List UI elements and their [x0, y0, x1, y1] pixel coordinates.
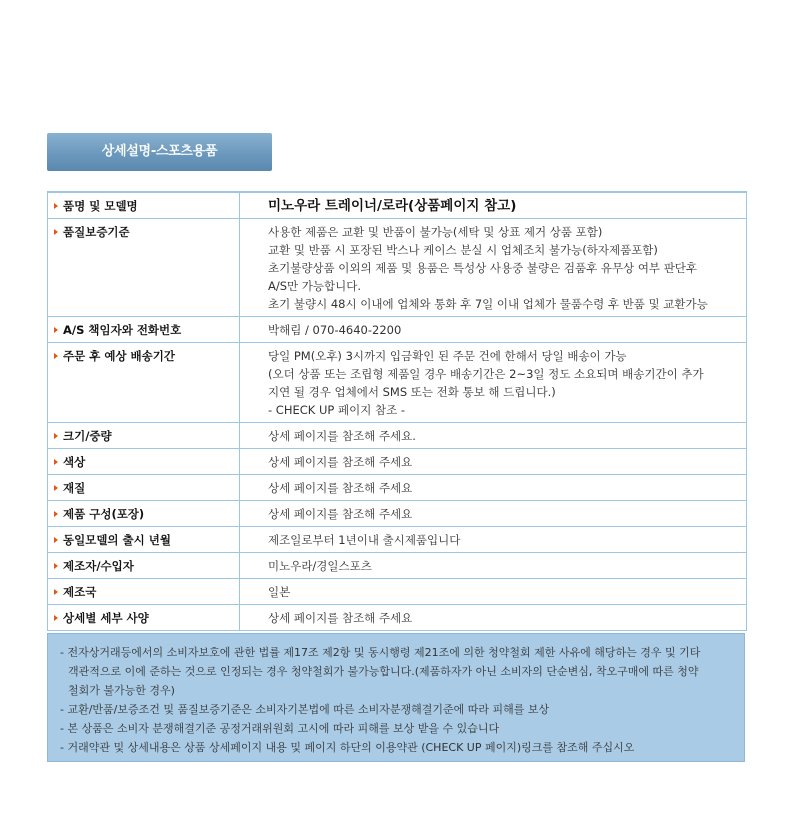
row-label: 제조자/수입자	[63, 559, 134, 573]
row-label: 크기/중량	[63, 429, 112, 443]
row-label: 제조국	[63, 585, 97, 599]
table-row	[48, 343, 747, 423]
row-value: 상세 페이지를 참조해 주세요.	[240, 423, 747, 449]
arrow-icon	[54, 615, 58, 621]
row-label: 재질	[63, 481, 86, 495]
value-line: 사용한 제품은 교환 및 반품이 불가능(세탁 및 상표 제거 상품 포함)	[268, 225, 603, 239]
value-line: (오더 상품 또는 조립형 제품일 경우 배송기간은 2~3일 정도 소요되며 배송기간이 추가	[268, 367, 704, 381]
notice-line: - 전자상거래등에서의 소비자보호에 관한 법률 제17조 제2항 및 동시행령 제21조에 의한 청약철회 제한 사유에 해당하는 경우 및 기타	[60, 646, 701, 659]
product-name-value: 미노우라 트레이너/로라(상품페이지 참고)	[240, 192, 747, 219]
row-label: 제품 구성(포장)	[63, 507, 145, 521]
table-row	[48, 192, 747, 219]
notice-line: - 거래약관 및 상세내용은 상품 상세페이지 내용 및 페이지 하단의 이용약관 (CHECK UP 페이지)링크를 참조해 주십시오	[60, 741, 635, 754]
table-row	[48, 449, 747, 475]
value-line: - CHECK UP 페이지 참조 -	[268, 403, 405, 417]
arrow-icon	[54, 327, 58, 333]
table-row	[48, 219, 747, 317]
value-line: A/S만 가능합니다.	[268, 279, 362, 293]
notice-line: - 본 상품은 소비자 분쟁해결기준 공정거래위원회 고시에 따라 피해를 보상 받을 수 있습니다	[60, 722, 500, 735]
row-value: 상세 페이지를 참조해 주세요	[240, 501, 747, 527]
row-label: 동일모델의 출시 년월	[63, 533, 171, 547]
arrow-icon	[54, 563, 58, 569]
row-value	[240, 343, 747, 423]
arrow-icon	[54, 589, 58, 595]
table-row	[48, 501, 747, 527]
row-label: 색상	[63, 455, 86, 469]
value-line: 초기 불량시 48시 이내에 업체와 통화 후 7일 이내 업체가 물품수령 후 반품 및 교환가능	[268, 297, 708, 311]
notice-line: 객관적으로 이에 준하는 것으로 인정되는 경우 청약철회가 불가능합니다.(제품하자가 아닌 소비자의 단순변심, 착오구매에 따른 청약	[68, 665, 699, 678]
table-row	[48, 317, 747, 343]
value-line: 당일 PM(오후) 3시까지 입금확인 된 주문 건에 한해서 당일 배송이 가능	[268, 349, 627, 363]
arrow-icon	[54, 433, 58, 439]
row-value: 상세 페이지를 참조해 주세요	[240, 605, 747, 631]
row-value: 일본	[240, 579, 747, 605]
row-label: 주문 후 예상 배송기간	[63, 349, 175, 363]
arrow-icon	[54, 485, 58, 491]
table-row	[48, 527, 747, 553]
arrow-icon	[54, 537, 58, 543]
table-row	[48, 475, 747, 501]
row-value: 미노우라/경일스포츠	[240, 553, 747, 579]
row-value: 박해림 / 070-4640-2200	[240, 317, 747, 343]
table-row	[48, 605, 747, 631]
row-value: 상세 페이지를 참조해 주세요	[240, 475, 747, 501]
table-row	[48, 423, 747, 449]
banner-title: 상세설명-스포츠용품	[101, 144, 218, 159]
row-label: 상세별 세부 사양	[63, 611, 149, 625]
notice-box	[47, 633, 745, 762]
value-line: 교환 및 반품 시 포장된 박스나 케이스 분실 시 업체조치 불가능(하자제품포함)	[268, 243, 658, 257]
arrow-icon	[54, 459, 58, 465]
section-banner	[47, 133, 272, 171]
row-value: 상세 페이지를 참조해 주세요	[240, 449, 747, 475]
arrow-icon	[54, 203, 58, 209]
row-value	[240, 219, 747, 317]
product-info-table	[47, 191, 747, 631]
row-label: 품질보증기준	[63, 225, 130, 239]
arrow-icon	[54, 229, 58, 235]
notice-line: 철회가 불가능한 경우)	[68, 684, 175, 697]
table-row	[48, 553, 747, 579]
notice-line: - 교환/반품/보증조건 및 품질보증기준은 소비자기본법에 따른 소비자분쟁해결기준에 따라 피해를 보상	[60, 703, 550, 716]
arrow-icon	[54, 353, 58, 359]
row-label: 품명 및 모델명	[63, 199, 138, 213]
row-label: A/S 책임자와 전화번호	[63, 323, 182, 337]
arrow-icon	[54, 511, 58, 517]
value-line: 지연 될 경우 업체에서 SMS 또는 전화 통보 해 드립니다.)	[268, 385, 556, 399]
value-line: 초기불량상품 이외의 제품 및 용품은 특성상 사용중 불량은 검품후 유무상 여부 판단후	[268, 261, 698, 275]
row-value: 제조일로부터 1년이내 출시제품입니다	[240, 527, 747, 553]
table-row	[48, 579, 747, 605]
